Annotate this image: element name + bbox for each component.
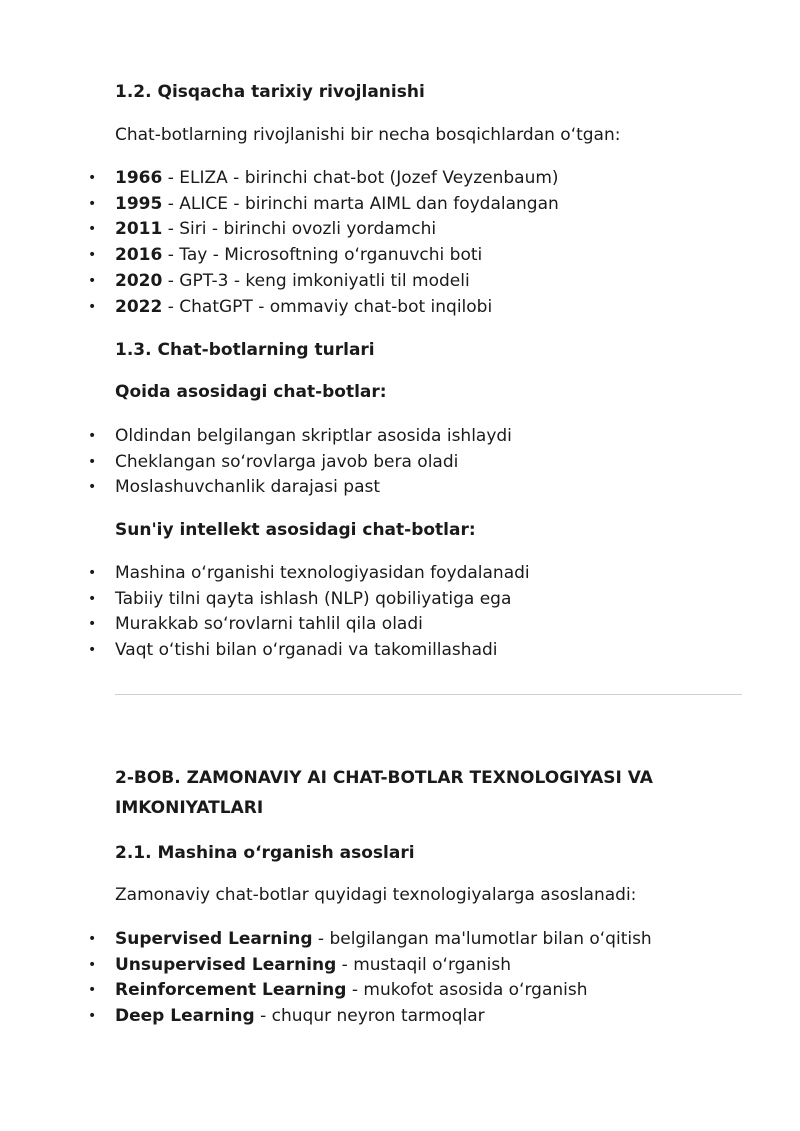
list-item xyxy=(88,612,530,638)
bullet-icon: • xyxy=(88,428,97,444)
term-label: Reinforcement Learning xyxy=(115,980,347,1001)
year-label: 1995 xyxy=(115,193,163,214)
chapter-title: 2-BOB. ZAMONAVIY AI CHAT-BOTLAR TEXNOLOGIYASI VA IMKONIYATLARI xyxy=(115,768,653,818)
list-item xyxy=(88,243,559,269)
bullet-icon: • xyxy=(88,195,97,212)
item-text: Mashina o‘rganishi texnologiyasidan foydalanadi xyxy=(115,563,530,583)
bullet-icon: • xyxy=(88,590,97,607)
item-text: Cheklangan so‘rovlarga javob bera oladi xyxy=(115,451,459,472)
year-label: 2022 xyxy=(115,296,163,317)
list-item xyxy=(88,166,559,192)
section-intro-1-2: Chat-botlarning rivojlanishi bir necha bosqichlardan o‘tgan: xyxy=(115,125,621,145)
term-label: Unsupervised Learning xyxy=(115,954,337,975)
list-item xyxy=(88,638,530,664)
item-text: - Siri - birinchi ovozli yordamchi xyxy=(162,219,437,240)
bullet-icon: • xyxy=(88,479,97,496)
list-item xyxy=(88,295,559,321)
item-text: - chuqur neyron tarmoqlar xyxy=(254,1006,485,1027)
list-item xyxy=(88,424,512,450)
list-item xyxy=(88,450,512,476)
list-item xyxy=(88,927,652,953)
section-title-1-2: 1.2. Qisqacha tarixiy rivojlanishi xyxy=(115,82,425,102)
subsection-title-rule-based: Qoida asosidagi chat-botlar: xyxy=(115,382,387,402)
bullet-icon: • xyxy=(88,642,97,659)
item-text: - ELIZA - birinchi chat-bot (Jozef Veyzenbaum) xyxy=(162,168,559,188)
horizontal-divider xyxy=(115,694,742,695)
item-text: - Tay - Microsoftning o‘rganuvchi boti xyxy=(162,245,483,266)
bullet-icon: • xyxy=(88,616,97,633)
bullet-icon: • xyxy=(88,982,97,999)
term-label: Deep Learning xyxy=(115,1006,255,1027)
section-title-2-1: 2.1. Mashina o‘rganish asoslari xyxy=(115,843,415,863)
year-label: 2016 xyxy=(115,245,163,266)
bullet-icon: • xyxy=(88,931,97,947)
list-item xyxy=(88,192,559,218)
bullet-icon: • xyxy=(88,956,97,973)
list-item xyxy=(88,953,652,979)
term-label: Supervised Learning xyxy=(115,929,313,949)
item-text: - belgilangan ma'lumotlar bilan o‘qitish xyxy=(312,929,652,949)
list-item xyxy=(88,587,530,613)
item-text: Vaqt o‘tishi bilan o‘rganadi va takomillashadi xyxy=(115,640,498,661)
rule-based-list xyxy=(88,424,512,501)
section-intro-2-1: Zamonaviy chat-botlar quyidagi texnologiyalarga asoslanadi: xyxy=(115,885,637,905)
item-text: Murakkab so‘rovlarni tahlil qila oladi xyxy=(115,614,423,635)
item-text: Moslashuvchanlik darajasi past xyxy=(115,477,381,498)
bullet-icon: • xyxy=(88,272,97,289)
list-item xyxy=(88,217,559,243)
subsection-title-ai-based: Sun'iy intellekt asosidagi chat-botlar: xyxy=(115,520,476,540)
list-item xyxy=(88,1004,652,1030)
bullet-icon: • xyxy=(88,170,97,186)
section-title-1-3: 1.3. Chat-botlarning turlari xyxy=(115,340,375,360)
history-list xyxy=(88,166,559,320)
item-text: - GPT-3 - keng imkoniyatli til modeli xyxy=(162,270,470,291)
list-item xyxy=(88,978,652,1004)
bullet-icon: • xyxy=(88,247,97,264)
item-text: - ALICE - birinchi marta AIML dan foydalangan xyxy=(162,193,559,214)
list-item xyxy=(88,475,512,501)
item-text: Oldindan belgilangan skriptlar asosida ishlaydi xyxy=(115,426,512,446)
item-text: - ChatGPT - ommaviy chat-bot inqilobi xyxy=(162,296,493,317)
item-text: - mustaqil o‘rganish xyxy=(336,954,511,975)
bullet-icon: • xyxy=(88,298,97,315)
item-text: Tabiiy tilni qayta ishlash (NLP) qobiliyatiga ega xyxy=(115,588,512,609)
bullet-icon: • xyxy=(88,565,97,581)
year-label: 2011 xyxy=(115,219,163,240)
bullet-icon: • xyxy=(88,221,97,238)
year-label: 1966 xyxy=(115,168,163,188)
list-item xyxy=(88,561,530,587)
bullet-icon: • xyxy=(88,1008,97,1025)
list-item xyxy=(88,269,559,295)
ml-list xyxy=(88,927,652,1030)
ai-based-list xyxy=(88,561,530,664)
year-label: 2020 xyxy=(115,270,163,291)
bullet-icon: • xyxy=(88,453,97,470)
item-text: - mukofot asosida o‘rganish xyxy=(346,980,588,1001)
